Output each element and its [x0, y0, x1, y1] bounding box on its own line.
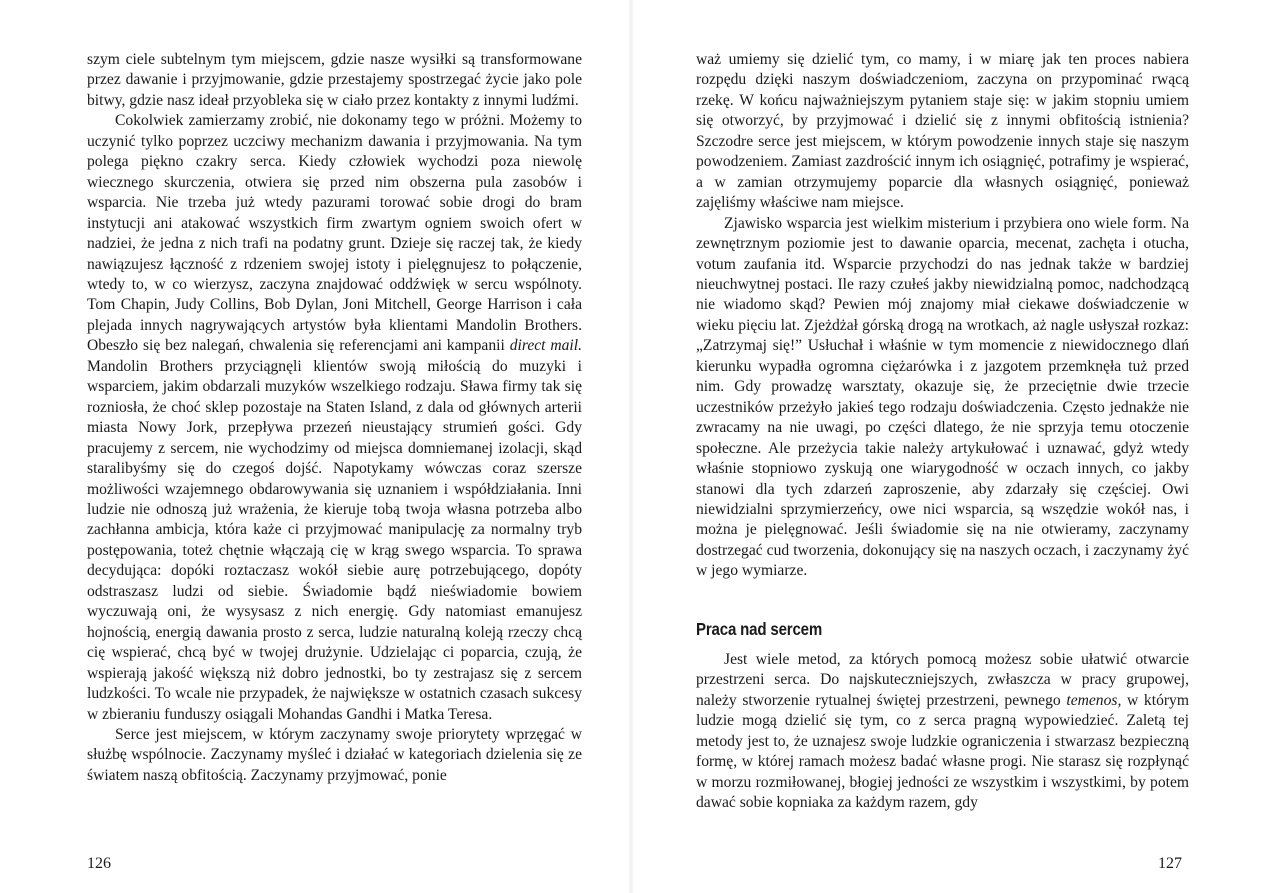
- italic-phrase: direct mail.: [509, 337, 582, 355]
- italic-term: temenos,: [1066, 691, 1122, 709]
- page-number: 127: [1158, 855, 1182, 872]
- paragraph: Serce jest miejscem, w którym zaczynamy swoje priorytety wprzęgać w służbę wspólnocie. Zaczynamy myśleć i działać w kategoriach dzielenia się ze światem naszą obfitością. Zaczynamy przyjmować, ponie: [87, 725, 582, 784]
- right-page: [631, 0, 1263, 893]
- section-heading: Praca nad sercem: [696, 618, 823, 639]
- paragraph-text: Mandolin Brothers przyciągnęli klientów swoją miłością do muzyki i wsparciem, jakim obdarzali muzyków wszelkiego rodzaju. Sława firmy tak się rozniosła, że choć sklep pozostaje na Staten Island, z dala od głównych arterii miasta Nowy Jork, przepływa przezeń nieustający strumień gości. Gdy pracujemy z sercem, nie wychodzimy od miejsca domniemanej izolacji, skąd staralibyśmy się do czegoś dojść. Napotykamy wówczas coraz szersze możliwości wzajemnego obdarowywania się uznaniem i współdziałania. Inni ludzie nie odnoszą już wrażenia, że kieruje tobą twoja własna potrzeba albo zachłanna ambicja, która każe ci przyjmować manipulację za normalny tryb postępowania, toteż chętnie włączają cię w krąg swego wsparcia. To sprawa decydująca: dopóki roztaczasz wokół siebie aurę potrzebującego, dopóty odstraszasz ludzi od siebie. Świadomie bądź nieświadomie bowiem wyczuwają oni, że wysysasz z nich energię. Gdy natomiast emanujesz hojnością, energią dawania prosto z serca, ludzie naturalną koleją rzeczy chcą cię wspierać, chcą być w twojej drużynie. Udzielając ci poparcia, czują, że wspierają jakość większą niż dobro jednostki, bo ty zestrajasz się z sercem ludzkości. To wcale nie przypadek, że największe w ostatnich czasach sukcesy w zbieraniu funduszy osiągali Mohandas Gandhi i Matka Teresa.: [87, 357, 582, 723]
- paragraph: [87, 111, 582, 725]
- left-text-column: [87, 50, 582, 786]
- paragraph: Zjawisko wsparcia jest wielkim misterium i przybiera ono wiele form. Na zewnętrznym poziomie jest to dawanie oparcia, mecenat, zachęta i otucha, votum zaufania itd. Wsparcie przychodzi do nas jednak także w bardziej nieuchwytnej postaci. Ile razy czułeś jakby niewidzialną pomoc, nadchodzącą nie wiadomo skąd? Pewien mój znajomy miał ciekawe doświadczenie w wieku pięciu lat. Zjeżdżał górską drogą na wrotkach, aż nagle usłyszał rozkaz: „Zatrzymaj się!” Usłuchał i właśnie w tym momencie z niewidocznego dlań kierunku wypadła ogromna ciężarówka i z jazgotem przemknęła tuż przed nim. Gdy prowadzę warsztaty, okazuje się, że przeciętnie dwie trzecie uczestników przeżyło jakieś tego rodzaju doświadczenia. Często jednakże nie zwracamy na nie uwagi, po części dlatego, że nie sprzyja temu otoczenie społeczne. Ale przeżycia takie należy artykułować i uznawać, gdyż wtedy właśnie stopniowo zyskują one wiarygodność w oczach innych, co jakby stanowi dla tych zdarzeń zaproszenie, aby zdarzały się częściej. Owi niewidzialni sprzymierzeńcy, owe nici wsparcia, są wszędzie wokół nas, i można je pielęgnować. Jeśli świadomie się na nie otwieramy, zaczynamy dostrzegać cud tworzenia, dokonujący się na naszych oczach, i zaczynamy żyć w jego wymiarze.: [696, 214, 1189, 580]
- paragraph-text: Jest wiele metod, za których pomocą możesz sobie ułatwić otwarcie przestrzeni serca. Do najskuteczniejszych, zwłaszcza w pracy grupowej, należy stworzenie rytualnej świętej przestrzeni, pewnego: [696, 650, 1189, 709]
- left-page: [0, 0, 631, 893]
- paragraph-text: Cokolwiek zamierzamy zrobić, nie dokonamy tego w próżni. Możemy to uczynić tylko poprzez uczciwy mechanizm dawania i przyjmowania. Na tym polega piękno czakry serca. Kiedy człowiek wychodzi poza niewolę wiecznego skurczenia, otwiera się przed nim obszerna pula zasobów i wsparcia. Nie trzeba już wtedy pazurami torować sobie drogi do bram instytucji ani atakować wszystkich firm zwartym ogniem swoich ofert w nadziei, że jedna z nich trafi na podatny grunt. Dzieje się raczej tak, że kiedy nawiązujesz łączność z rdzeniem swojej istoty i pielęgnujesz to połączenie, wtedy to, w co wierzysz, zaczyna znajdować oddźwięk w sercu wspólnoty. Tom Chapin, Judy Collins, Bob Dylan, Joni Mitchell, George Harrison i cała plejada innych nagrywających artystów była klientami Mandolin Brothers. Obeszło się bez nalegań, chwalenia się referencjami ani kampanii: [87, 112, 582, 355]
- paragraph: [696, 650, 1189, 814]
- page-number: 126: [87, 855, 111, 872]
- paragraph-text: w którym ludzie mogą dzielić się tym, co z serca pragną wypowiedzieć. Zaletą tej metody jest to, że uznajesz swoje ludzkie ograniczenia i stwarzasz bezpieczną formę, w której ramach możesz badać własne progi. Nie starasz się rozpłynąć w morzu rozmiłowanej, błogiej jedności ze wszystkim i wszystkimi, by potem dawać sobie kopniaka za każdym razem, gdy: [696, 691, 1189, 811]
- paragraph: waż umiemy się dzielić tym, co mamy, i w miarę jak ten proces nabiera rozpędu dzięki naszym doświadczeniom, zaczyna on przypominać rwącą rzekę. W końcu najważniejszym pytaniem staje się: w jakim stopniu umiem się otworzyć, by przyjmować i dzielić się z innymi obfitością istnienia? Szczodre serce jest miejscem, w którym powodzenie innych staje się naszym powodzeniem. Zamiast zazdrościć innym ich osiągnięć, potrafimy je wspierać, a w zamian otrzymujemy poparcie dla własnych osiągnięć, ponieważ zajęliśmy właściwe nam miejsce.: [696, 51, 1189, 212]
- right-text-column: [696, 50, 1189, 813]
- paragraph: szym ciele subtelnym tym miejscem, gdzie nasze wysiłki są transformowane przez dawanie i przyjmowanie, gdzie przestajemy spostrzegać życie jako pole bitwy, gdzie nasz ideał przyobleka się w ciało przez kontakty z innymi ludźmi.: [87, 51, 582, 109]
